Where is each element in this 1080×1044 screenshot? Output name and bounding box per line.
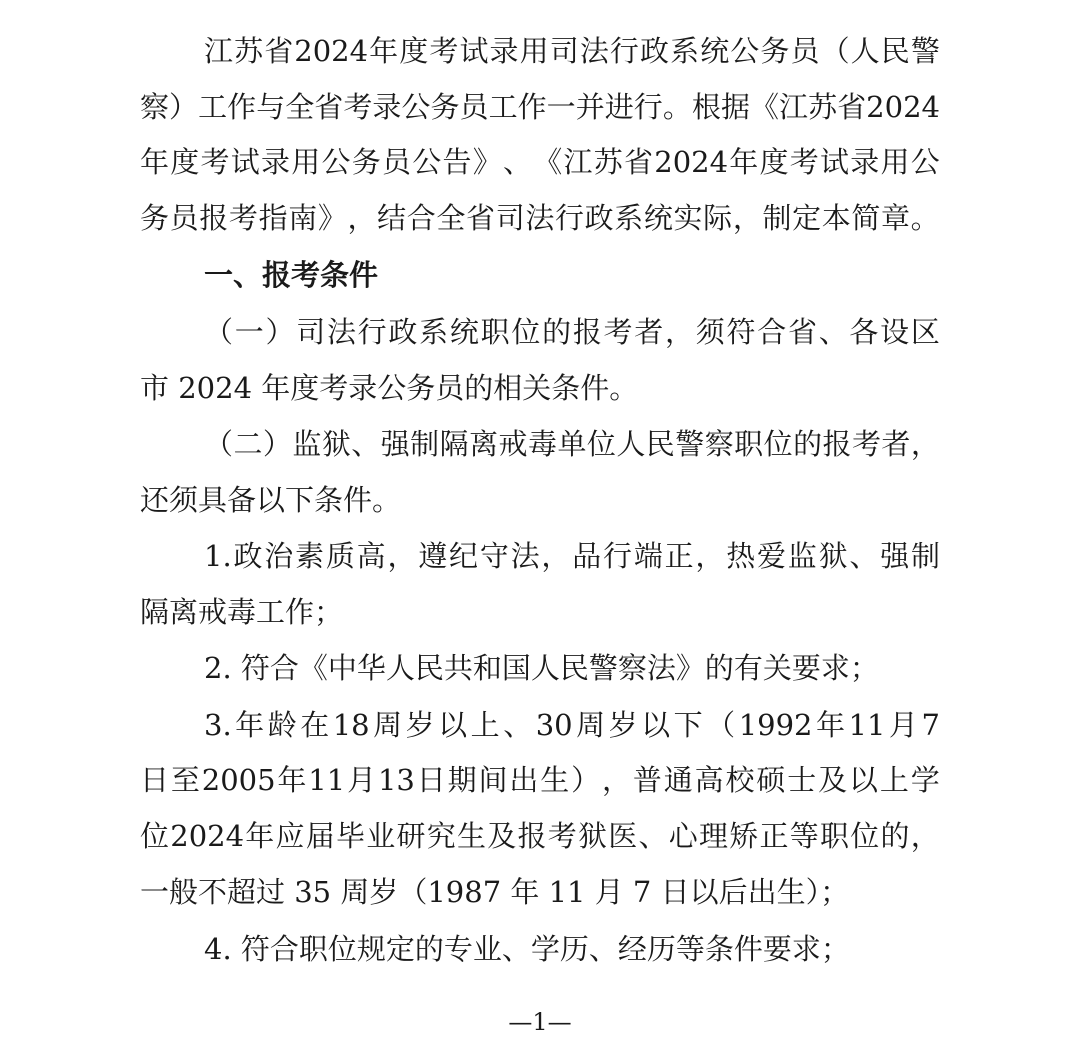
intro-line-4: 务 员 报 考 指 南 》 ， 结 合 全 省 司 法 行 政 系 统 实 际 ， 制 定 本 简 章 。 [140, 201, 940, 235]
item4-line-1: 4. 符合职位规定的专业、学历、经历等条件要求； [204, 932, 850, 966]
section-heading: 一、报考条件 [204, 258, 379, 292]
intro-line-1: 江 苏 省 2024 年 度 考 试 录 用 司 法 行 政 系 统 公 务 员 （ 人 民 警 [204, 34, 940, 68]
item3-line-2: 日 至 2005 年 11 月 13 日 期 间 出 生 ） ， 普 通 高 校 硕 士 及 以 上 学 [140, 763, 940, 797]
item2-line-1: 2. 符合《中华人民共和国人民警察法》的有关要求； [204, 651, 879, 685]
sub2-line-2: 还须具备以下条件。 [140, 483, 402, 517]
sub2-line-1: （ 二 ） 监 狱 、 强 制 隔 离 戒 毒 单 位 人 民 警 察 职 位 的 报 考 者 ， [204, 427, 940, 461]
intro-line-3: 年 度 考 试 录 用 公 务 员 公 告 》 、 《 江 苏 省 2024 年 度 考 试 录 用 公 [140, 145, 940, 179]
sub1-line-1: （ 一 ） 司 法 行 政 系 统 职 位 的 报 考 者 ， 须 符 合 省 、 各 设 区 [204, 315, 940, 349]
sub1-line-2: 市 2024 年度考录公务员的相关条件。 [140, 371, 639, 405]
item3-line-4: 一般不超过 35 周岁（1987 年 11 月 7 日以后出生）； [140, 875, 850, 909]
item1-line-2: 隔离戒毒工作； [140, 595, 344, 629]
page-number: —1— [508, 1008, 572, 1036]
intro-line-2: 察 ） 工 作 与 全 省 考 录 公 务 员 工 作 一 并 进 行 。 根 据 《 江 苏 省 2024 [140, 90, 940, 124]
item3-line-1: 3. 年 龄 在 18 周 岁 以 上 、 30 周 岁 以 下 （ 1992 年 11 月 7 [204, 708, 940, 742]
item3-line-3: 位 2024 年 应 届 毕 业 研 究 生 及 报 考 狱 医 、 心 理 矫 正 等 职 位 的 ， [140, 819, 940, 853]
item1-line-1: 1. 政 治 素 质 高 ， 遵 纪 守 法 ， 品 行 端 正 ， 热 爱 监 狱 、 强 制 [204, 539, 940, 573]
